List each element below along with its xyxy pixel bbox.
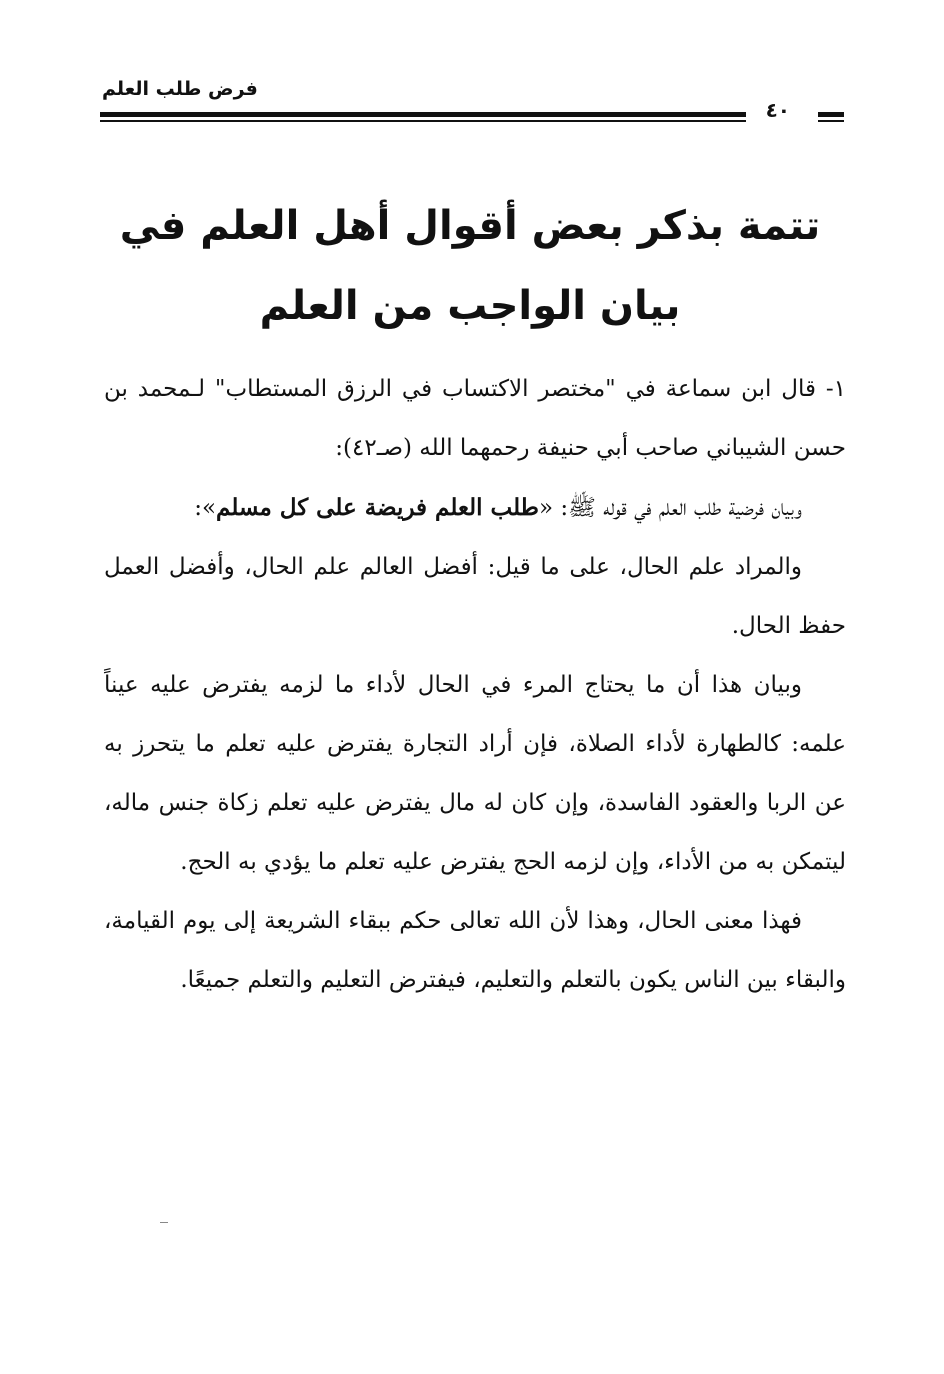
paragraph-2-trail: »: [194,495,217,521]
page-number: ٤٠ [765,98,790,122]
header-rule-short-thin [818,120,844,122]
paragraph-5: فهذا معنى الحال، وهذا لأن الله تعالى حكم ببقاء الشريعة إلى يوم القيامة، والبقاء بين الناس يكون بالتعلم والتعليم، فيفترض التعليم والتعلم جميعًا. [104,908,846,993]
hadith-quote: طلب العلم فريضة على كل مسلم [216,494,539,521]
paragraph-2 [104,478,846,538]
paragraph-4: وبيان هذا أن ما يحتاج المرء في الحال لأداء ما لزمه يفترض عليه عيناً علمه: كالطهارة لأداء الصلاة، فإن أراد التجارة يفترض عليه تعلم ما يتحرز به عن الربا والعقود الفاسدة، وإن كان له مال يفترض عليه تعلم زكاة جنس ماله، ليتمكن به من الأداء، وإن لزمه الحج يفترض عليه تعلم ما يؤدي به الحج. [104,672,846,875]
scan-mark [160,1222,168,1223]
page-header [96,78,844,138]
header-rule-short-thick [818,112,844,117]
header-rule-thin [100,120,746,122]
paragraph-3: والمراد علم الحال، على ما قيل: أفضل العالم علم الحال، وأفضل العمل حفظ الحال. [104,554,846,639]
chapter-title: تتمة بذكر بعض أقوال أهل العلم في بيان الواجب من العلم [119,203,821,329]
header-rule-thick [100,112,746,117]
paragraph-2-lead: وبيان فرضية طلب العلم في قوله ﷺ: « [539,495,802,521]
running-head-book-title: فرض طلب العلم [102,78,258,100]
paragraph-1: ١- قال ابن سماعة في "مختصر الاكتساب في الرزق المستطاب" لـمحمد بن حسن الشيباني صاحب أبي حنيفة رحمهما الله (صـ٤٢): [104,376,846,461]
body-text [104,360,846,1010]
